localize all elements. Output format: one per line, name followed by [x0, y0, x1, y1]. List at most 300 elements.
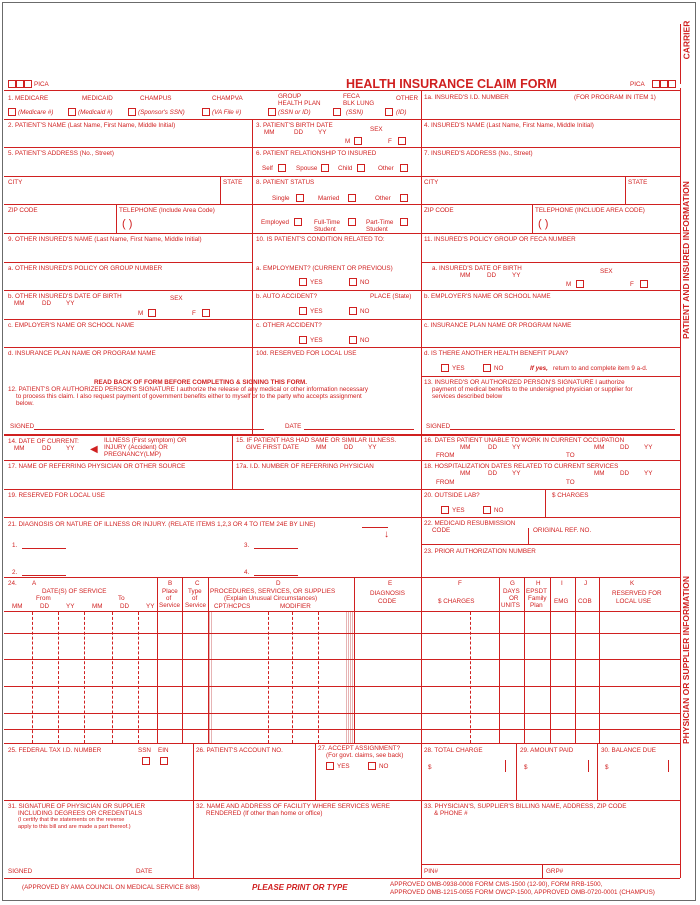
line-row7: [4, 290, 680, 291]
diag-4: 4.: [244, 569, 250, 576]
proc-1: PROCEDURES, SERVICES, OR SUPPLIES: [210, 588, 336, 595]
f11a-label: a. INSURED'S DATE OF BIRTH: [432, 265, 522, 272]
f14b-3: PREGNANCY(LMP): [104, 451, 162, 458]
f10c-no: NO: [360, 337, 370, 344]
f10a-label: a. EMPLOYMENT? (CURRENT OR PREVIOUS): [256, 265, 393, 272]
f10b-yes-checkbox[interactable]: [299, 307, 307, 315]
f18-from: FROM: [436, 479, 455, 486]
f9b-mm: MM: [14, 300, 25, 307]
f10c-yes: YES: [310, 337, 323, 344]
patient-insured-label: PATIENT AND INSURED INFORMATION: [681, 181, 691, 339]
f31-line3: (I certify that the statements on the reverse: [18, 817, 125, 823]
f9b-label: b. OTHER INSURED'S DATE OF BIRTH: [8, 293, 122, 300]
line-section: [4, 434, 680, 436]
days-2: OR: [509, 595, 519, 602]
divider-22: [528, 528, 529, 544]
f1-s7: (ID): [396, 109, 407, 116]
f9-label: 9. OTHER INSURED'S NAME (Last Name, First Name, Middle Initial): [8, 236, 202, 243]
f13-line3: services described below: [432, 393, 503, 400]
f15b-label: GIVE FIRST DATE: [246, 444, 299, 451]
f22-original: ORIGINAL REF. NO.: [533, 527, 592, 534]
epsdt-1: EPSDT: [526, 588, 547, 595]
line-22: [421, 544, 680, 545]
please-print: PLEASE PRINT OR TYPE: [252, 883, 348, 892]
place-of-1: Place: [162, 588, 178, 595]
service-row-1[interactable]: [4, 633, 680, 634]
f16-yy: YY: [512, 444, 521, 451]
f7-label: 7. INSURED'S ADDRESS (No., Street): [424, 150, 533, 157]
f11-label: 11. INSURED'S POLICY GROUP OR FECA NUMBER: [424, 236, 576, 243]
f18-label: 18. HOSPITALIZATION DATES RELATED TO CURRENT SERVICES: [424, 463, 619, 470]
f18-yy: YY: [512, 470, 521, 477]
f31-signed: SIGNED: [8, 868, 33, 875]
f9b-male-checkbox[interactable]: [148, 309, 156, 317]
line-row5: [4, 233, 680, 234]
f6-self: Self: [262, 165, 273, 172]
line-row8: [4, 319, 680, 320]
service-row-2[interactable]: [4, 659, 680, 660]
shade-d-right: [346, 612, 354, 743]
col-f: F: [458, 580, 462, 587]
feca-checkbox[interactable]: [333, 108, 341, 116]
col-c-line: [182, 577, 183, 743]
f22-label: 22. MEDICAID RESUBMISSION: [424, 520, 516, 527]
f3-yy: YY: [318, 129, 327, 136]
f14-dd: DD: [42, 445, 52, 452]
dos-mm2: MM: [92, 603, 103, 610]
diag-4-input[interactable]: [254, 575, 298, 576]
f11a-male-checkbox[interactable]: [576, 280, 584, 288]
dos-yy: YY: [66, 603, 75, 610]
omb-line2: APPROVED OMB-1215-0055 FORM OWCP-1500, APPROVED OMB-0720-0001 (CHAMPUS): [390, 889, 655, 896]
col-j-line: [575, 577, 576, 743]
dash-dd: [32, 612, 33, 743]
proc-cpt: CPT/HCPCS: [214, 603, 251, 610]
f20-label: 20. OUTSIDE LAB?: [424, 492, 480, 499]
f11d-no-checkbox[interactable]: [483, 364, 491, 372]
pica-right: PICA: [630, 81, 645, 88]
f11a-mm: MM: [460, 272, 471, 279]
f8-fulltime: Full-Time: [314, 219, 341, 226]
pin-label: PIN#: [424, 868, 438, 875]
diag-3-input[interactable]: [254, 548, 298, 549]
dash-mod3: [318, 612, 319, 743]
f8-single: Single: [272, 195, 290, 202]
f6-spouse: Spouse: [296, 165, 318, 172]
f10c-yes-checkbox[interactable]: [299, 336, 307, 344]
pica-right-box-2[interactable]: [660, 80, 668, 88]
f1-s2: (Medicaid #): [78, 109, 113, 116]
dos-label: DATE(S) OF SERVICE: [42, 588, 107, 595]
f33-line1: 33. PHYSICIAN'S, SUPPLIER'S BILLING NAME, ADDRESS, ZIP CODE: [424, 803, 627, 810]
diag-2-input[interactable]: [22, 575, 66, 576]
dos-dd: DD: [40, 603, 50, 610]
f12-line3: below.: [16, 400, 34, 407]
f20-yes: YES: [452, 507, 465, 514]
f17-label: 17. NAME OF REFERRING PHYSICIAN OR OTHER SOURCE: [8, 463, 186, 470]
col-k: K: [630, 580, 635, 587]
f3-male-checkbox[interactable]: [354, 137, 362, 145]
f1a-note: (FOR PROGRAM IN ITEM 1): [574, 94, 656, 101]
col-e: E: [388, 580, 393, 587]
f28-dec: [505, 760, 506, 772]
col-d: D: [276, 580, 281, 587]
f8-married: Married: [318, 195, 340, 202]
f9b-f: F: [192, 310, 196, 317]
tel-label-2: TELEPHONE (INCLUDE AREA CODE): [535, 207, 645, 214]
f12-signed: SIGNED: [10, 423, 35, 430]
f10c-label: c. OTHER ACCIDENT?: [256, 322, 322, 329]
f9b-sex: SEX: [170, 295, 183, 302]
f3-label: 3. PATIENT'S BIRTH DATE: [256, 122, 333, 129]
f11b-label: b. EMPLOYER'S NAME OR SCHOOL NAME: [424, 293, 551, 300]
zip-label-2: ZIP CODE: [424, 207, 454, 214]
parttime-checkbox[interactable]: [400, 218, 408, 226]
col-j: J: [584, 580, 588, 587]
pica-right-box[interactable]: [652, 80, 660, 88]
f13-signed-line[interactable]: [450, 429, 675, 430]
f25-ein: EIN: [158, 747, 169, 754]
f19-label: 19. RESERVED FOR LOCAL USE: [8, 492, 105, 499]
carrier-label: CARRIER: [681, 20, 692, 60]
f9d-label: d. INSURANCE PLAN NAME OR PROGRAM NAME: [8, 350, 156, 357]
shade-d-left: [209, 612, 213, 743]
f12-line1: 12. PATIENT'S OR AUTHORIZED PERSON'S SIGNATURE I authorize the release of any medical or other information necessary: [8, 386, 369, 393]
f8-parttime: Part-Time: [366, 219, 394, 226]
f11a-m: M: [566, 281, 572, 288]
f14b-1: ILLNESS (First symptom) OR: [104, 437, 187, 444]
f1-medicaid: MEDICAID: [82, 95, 113, 102]
emg-head: EMG: [554, 598, 569, 605]
f10-label: 10. IS PATIENT'S CONDITION RELATED TO:: [256, 236, 385, 243]
line-24-head: [4, 611, 680, 612]
f15-yy: YY: [368, 444, 377, 451]
type-of-3: Service: [185, 602, 206, 609]
f1-s4: (VA File #): [212, 109, 242, 116]
f27b-label: (For govt. claims, see back): [326, 752, 404, 759]
f6-child: Child: [338, 165, 353, 172]
f29-dollar: $: [524, 764, 528, 771]
type-of-2: of: [192, 595, 198, 602]
f10a-yes-checkbox[interactable]: [299, 278, 307, 286]
f14b-2: INJURY (Accident) OR: [104, 444, 168, 451]
divider-27: [315, 743, 316, 800]
divider-right: [421, 90, 422, 878]
f3-sex: SEX: [370, 126, 383, 133]
place-of-2: of: [166, 595, 172, 602]
divider-state-2: [625, 176, 626, 204]
f1-s1: (Medicare #): [18, 109, 54, 116]
dash-charges: [470, 612, 471, 743]
city-label: CITY: [8, 179, 23, 186]
proc-2: (Explain Unusual Circumstances): [224, 595, 318, 602]
epsdt-2: Family: [528, 595, 547, 602]
f8-student2: Student: [366, 226, 388, 233]
champva-checkbox[interactable]: [202, 108, 210, 116]
dos-dd2: DD: [120, 603, 130, 610]
f12-date-line[interactable]: [304, 429, 414, 430]
col-e-line: [354, 577, 355, 743]
col-i: I: [561, 580, 563, 587]
f16-mm: MM: [460, 444, 471, 451]
status-other-checkbox[interactable]: [400, 194, 408, 202]
f10d-label: 10d. RESERVED FOR LOCAL USE: [256, 350, 357, 357]
f3-m: M: [345, 138, 351, 145]
reserved-1: RESERVED FOR: [612, 590, 662, 597]
spouse-checkbox[interactable]: [321, 164, 329, 172]
f11a-yy: YY: [512, 272, 521, 279]
f1-s6: (SSN): [346, 109, 364, 116]
tel-paren: ( ): [122, 218, 133, 230]
f25-label: 25. FEDERAL TAX I.D. NUMBER: [8, 747, 102, 754]
f8-student1: Student: [314, 226, 336, 233]
relation-other-checkbox[interactable]: [400, 164, 408, 172]
f20-charges: $ CHARGES: [552, 492, 589, 499]
f27-yes-checkbox[interactable]: [326, 762, 334, 770]
dash-yy: [58, 612, 59, 743]
f15-mm: MM: [316, 444, 327, 451]
dos-yy2: YY: [146, 603, 155, 610]
f18-mm2: MM: [594, 470, 605, 477]
f14-yy: YY: [66, 445, 75, 452]
ssn-checkbox[interactable]: [142, 757, 150, 765]
col-h: H: [536, 580, 541, 587]
reserved-2: LOCAL USE: [616, 598, 652, 605]
f22-code: CODE: [432, 527, 451, 534]
f10a-no-checkbox[interactable]: [349, 278, 357, 286]
self-checkbox[interactable]: [278, 164, 286, 172]
f1-medicare: 1. MEDICARE: [8, 95, 49, 102]
f12-signed-line[interactable]: [34, 429, 264, 430]
f16-from: FROM: [436, 452, 455, 459]
f10a-no: NO: [360, 279, 370, 286]
ein-checkbox[interactable]: [160, 757, 168, 765]
f14-mm: MM: [14, 445, 25, 452]
f28-label: 28. TOTAL CHARGE: [424, 747, 483, 754]
f15-label: 15. IF PATIENT HAS HAD SAME OR SIMILAR ILLNESS.: [236, 437, 397, 444]
medicaid-checkbox[interactable]: [68, 108, 76, 116]
f30-label: 30. BALANCE DUE: [601, 747, 656, 754]
divider-26: [193, 743, 194, 878]
line-9a: [4, 262, 252, 263]
f9b-m: M: [138, 310, 144, 317]
f18-mm: MM: [460, 470, 471, 477]
f9a-label: a. OTHER INSURED'S POLICY OR GROUP NUMBER: [8, 265, 163, 272]
f31-date: DATE: [136, 868, 153, 875]
days-1: DAYS: [503, 588, 520, 595]
f10c-no-checkbox[interactable]: [349, 336, 357, 344]
f1-group: GROUP: [278, 93, 302, 100]
f1-s5: (SSN or ID): [278, 109, 311, 116]
f27-no: NO: [379, 763, 389, 770]
line-31: [4, 800, 680, 801]
f8-other: Other: [375, 195, 391, 202]
f14-label: 14. DATE OF CURRENT:: [8, 438, 79, 445]
type-of-1: Type: [188, 588, 202, 595]
approved-ama: (APPROVED BY AMA COUNCIL ON MEDICAL SERVICE 8/88): [22, 884, 200, 891]
f9b-yy: YY: [66, 300, 75, 307]
f1-feca2: BLK LUNG: [343, 100, 375, 107]
group-checkbox[interactable]: [268, 108, 276, 116]
f11a-f: F: [630, 281, 634, 288]
grp-label: GRP#: [546, 868, 564, 875]
f1-feca: FECA: [343, 93, 360, 100]
f9b-dd: DD: [42, 300, 52, 307]
f13-line2: payment of medical benefits to the undersigned physician or supplier for: [432, 386, 633, 393]
f32-line1: 32. NAME AND ADDRESS OF FACILITY WHERE SERVICES WERE: [196, 803, 390, 810]
f11d-yes: YES: [452, 365, 465, 372]
diag-code-1: DIAGNOSIS: [370, 590, 405, 597]
f1-group2: HEALTH PLAN: [278, 100, 321, 107]
dash-dd2: [112, 612, 113, 743]
f8-employed: Employed: [261, 219, 290, 226]
zip-label: ZIP CODE: [8, 207, 38, 214]
service-row-3[interactable]: [4, 686, 680, 687]
f3-mm: MM: [264, 129, 275, 136]
f20-no-checkbox[interactable]: [483, 506, 491, 514]
pica-left-box-3[interactable]: [24, 80, 32, 88]
champus-checkbox[interactable]: [128, 108, 136, 116]
f11a-sex: SEX: [600, 268, 613, 275]
divider-state: [220, 176, 221, 204]
dash-mod2: [292, 612, 293, 743]
f11a-dd: DD: [487, 272, 497, 279]
f18-dd2: DD: [620, 470, 630, 477]
col-g: G: [510, 580, 515, 587]
fulltime-checkbox[interactable]: [348, 218, 356, 226]
f15-dd: DD: [344, 444, 354, 451]
service-row-5[interactable]: [4, 729, 680, 730]
f9b-female-checkbox[interactable]: [202, 309, 210, 317]
dos-mm: MM: [12, 603, 23, 610]
line-11a: [421, 262, 680, 263]
dos-to: To: [118, 595, 125, 602]
f11d-yes-checkbox[interactable]: [441, 364, 449, 372]
pica-right-box-3[interactable]: [668, 80, 676, 88]
col-b-line: [157, 577, 158, 743]
f6-other: Other: [378, 165, 394, 172]
f12-line2: to process this claim. I also request payment of government benefits either to myself or to the party who accepts assignment: [16, 393, 362, 400]
charges-head: $ CHARGES: [438, 598, 475, 605]
line-17: [4, 489, 680, 490]
line-row9: [4, 347, 680, 348]
f10b-place: PLACE (State): [370, 293, 412, 300]
line-row4: [4, 204, 680, 205]
divider-29: [516, 743, 517, 800]
employed-checkbox[interactable]: [294, 218, 302, 226]
f10a-yes: YES: [310, 279, 323, 286]
col-h-line: [524, 577, 525, 743]
dash-yy2: [138, 612, 139, 743]
divider-tel-2: [532, 204, 533, 233]
f32-line2: RENDERED (If other than home or office): [206, 810, 323, 817]
f20-no: NO: [494, 507, 504, 514]
f16-label: 16. DATES PATIENT UNABLE TO WORK IN CURRENT OCCUPATION: [424, 437, 625, 444]
col-c: C: [195, 580, 200, 587]
col-i-line: [550, 577, 551, 743]
f11d-note-bold: If yes,: [530, 365, 548, 372]
col-k-line: [599, 577, 600, 743]
f16-yy2: YY: [644, 444, 653, 451]
f33-line2: & PHONE #: [434, 810, 468, 817]
f28-dollar: $: [428, 764, 432, 771]
f1-other: OTHER: [396, 95, 419, 102]
f21-arrow-line: [362, 527, 388, 528]
col-a: A: [32, 580, 37, 587]
divider-30: [597, 743, 598, 800]
state-label-2: STATE: [628, 179, 648, 186]
divider-tel: [116, 204, 117, 233]
f10b-no-checkbox[interactable]: [349, 307, 357, 315]
f16-to: TO: [566, 452, 575, 459]
service-row-4[interactable]: [4, 713, 680, 714]
f11a-female-checkbox[interactable]: [640, 280, 648, 288]
pica-left-box[interactable]: [8, 80, 16, 88]
f11d-no: NO: [494, 365, 504, 372]
f11d-label: d. IS THERE ANOTHER HEALTH BENEFIT PLAN?: [424, 350, 569, 357]
divider-17a: [232, 460, 233, 489]
f13-line1: 13. INSURED'S OR AUTHORIZED PERSON'S SIGNATURE I authorize: [424, 379, 625, 386]
f3-female-checkbox[interactable]: [398, 137, 406, 145]
f27-no-checkbox[interactable]: [368, 762, 376, 770]
f1a-label: 1a. INSURED'S I.D. NUMBER: [424, 94, 509, 101]
f1-champva: CHAMPVA: [212, 95, 243, 102]
f30-dec: [668, 760, 669, 772]
f13-signed: SIGNED: [426, 423, 451, 430]
tel-label: TELEPHONE (Include Area Code): [119, 207, 215, 214]
pica-left-box-2[interactable]: [16, 80, 24, 88]
f9c-label: c. EMPLOYER'S NAME OR SCHOOL NAME: [8, 322, 135, 329]
medicare-checkbox[interactable]: [8, 108, 16, 116]
single-checkbox[interactable]: [296, 194, 304, 202]
line-14: [4, 460, 680, 461]
pica-left: PICA: [34, 81, 49, 88]
line-19: [4, 517, 680, 518]
f30-dollar: $: [605, 764, 609, 771]
line-row10: [421, 376, 680, 377]
col-g-line: [499, 577, 500, 743]
f16-dd: DD: [488, 444, 498, 451]
dash-to: [84, 612, 85, 743]
other-checkbox[interactable]: [385, 108, 393, 116]
f31-line1: 31. SIGNATURE OF PHYSICIAN OR SUPPLIER: [8, 803, 146, 810]
f31-line4: apply to this bill and are made a part thereof.): [18, 824, 131, 830]
f10b-yes: YES: [310, 308, 323, 315]
f10b-label: b. AUTO ACCIDENT?: [256, 293, 318, 300]
f10b-no: NO: [360, 308, 370, 315]
epsdt-3: Plan: [530, 602, 543, 609]
line-25: [4, 743, 680, 744]
f20-yes-checkbox[interactable]: [441, 506, 449, 514]
diag-code-2: CODE: [378, 598, 397, 605]
f25-ssn: SSN: [138, 747, 151, 754]
married-checkbox[interactable]: [348, 194, 356, 202]
f18-dd: DD: [488, 470, 498, 477]
f5-label: 5. PATIENT'S ADDRESS (No., Street): [8, 150, 114, 157]
form-title: HEALTH INSURANCE CLAIM FORM: [346, 77, 557, 91]
f1-s3: (Sponsor's SSN): [138, 109, 185, 116]
col-b: B: [168, 580, 173, 587]
child-checkbox[interactable]: [357, 164, 365, 172]
f4-label: 4. INSURED'S NAME (Last Name, First Name, Middle Initial): [424, 122, 594, 129]
diag-1-input[interactable]: [22, 548, 66, 549]
cob-head: COB: [578, 598, 592, 605]
f12-date: DATE: [285, 423, 302, 430]
f18-yy2: YY: [644, 470, 653, 477]
city-label-2: CITY: [424, 179, 439, 186]
line-pin: [421, 864, 680, 865]
f6-label: 6. PATIENT RELATIONSHIP TO INSURED: [256, 150, 377, 157]
